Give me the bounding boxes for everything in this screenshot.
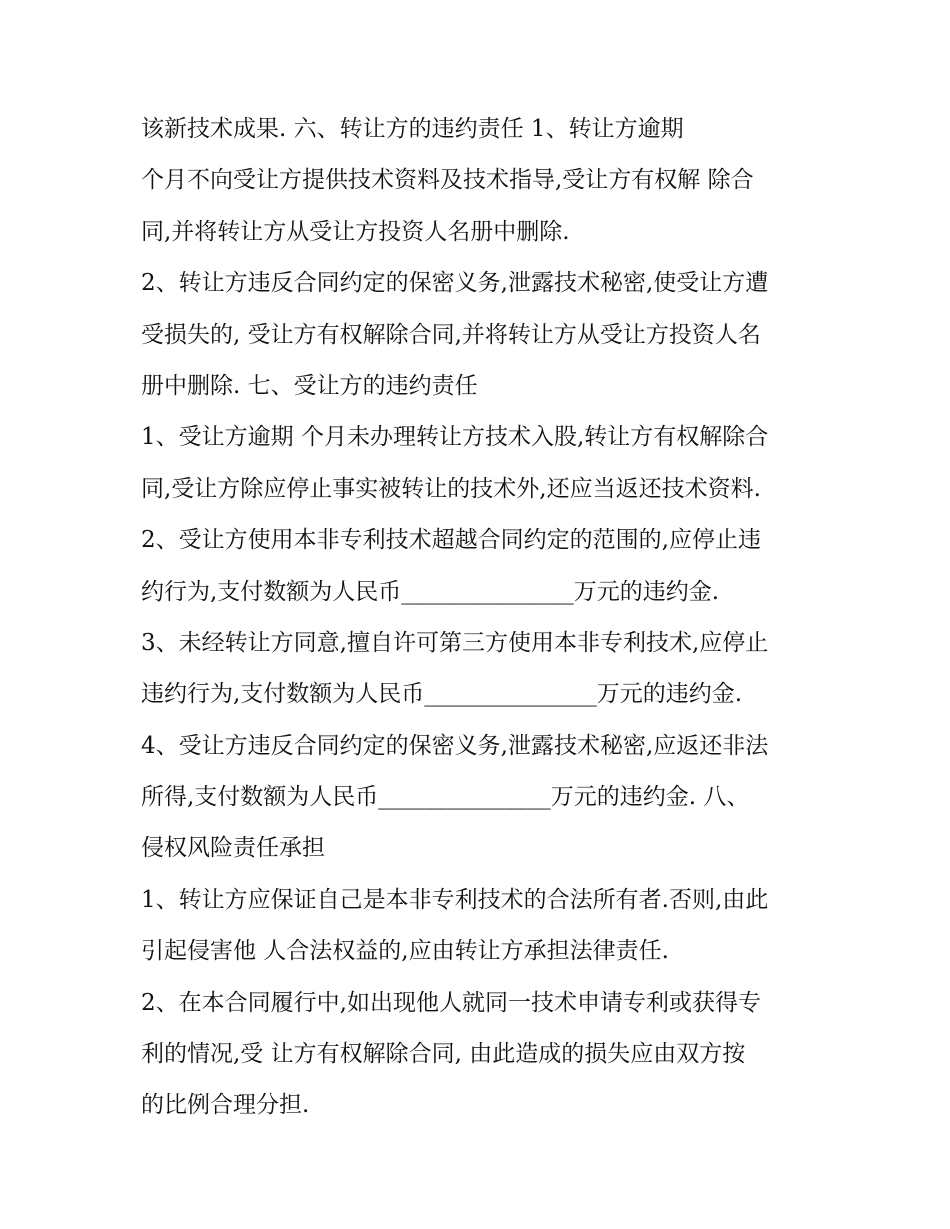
text-line: 1、转让方应保证自己是本非专利技术的合法所有者.否则,由此	[141, 886, 769, 913]
text-line: 引起侵害他 人合法权益的,应由转让方承担法律责任.	[141, 938, 669, 965]
text-line: 侵权风险责任承担	[141, 835, 325, 862]
document-body	[141, 110, 821, 1138]
text-line: 册中删除. 七、受让方的违约责任	[141, 372, 478, 399]
text-line: 2、受让方使用本非专利技术超越合同约定的范围的,应停止违	[141, 527, 761, 554]
text-line: 3、未经转让方同意,擅自许可第三方使用本非专利技术,应停止	[141, 629, 769, 656]
text-line: 所得,支付数额为人民币_______________万元的违约金. 八、	[141, 784, 750, 811]
text-line: 约行为,支付数额为人民币_______________万元的违约金.	[141, 578, 720, 605]
text-line: 同,受让方除应停止事实被转让的技术外,还应当返还技术资料.	[141, 475, 761, 502]
text-line: 1、受让方逾期 个月未办理转让方技术入股,转让方有权解除合	[141, 424, 769, 451]
text-line: 的比例合理分担.	[141, 1092, 310, 1119]
text-line: 该新技术成果. 六、转让方的违约责任 1、转让方逾期	[141, 116, 684, 142]
text-line: 2、转让方违反合同约定的保密义务,泄露技术秘密,使受让方遭	[141, 270, 769, 297]
text-line: 利的情况,受 让方有权解除合同, 由此造成的损失应由双方按	[141, 1041, 746, 1068]
text-line: 违约行为,支付数额为人民币_______________万元的违约金.	[141, 681, 743, 708]
text-line: 4、受让方违反合同约定的保密义务,泄露技术秘密,应返还非法	[141, 732, 769, 759]
text-line: 2、在本合同履行中,如出现他人就同一技术申请专利或获得专	[141, 989, 761, 1016]
text-line: 受损失的, 受让方有权解除合同,并将转让方从受让方投资人名	[141, 321, 761, 348]
text-line: 个月不向受让方提供技术资料及技术指导,受让方有权解 除合	[141, 167, 754, 194]
text-line: 同,并将转让方从受让方投资人名册中删除.	[141, 218, 570, 245]
